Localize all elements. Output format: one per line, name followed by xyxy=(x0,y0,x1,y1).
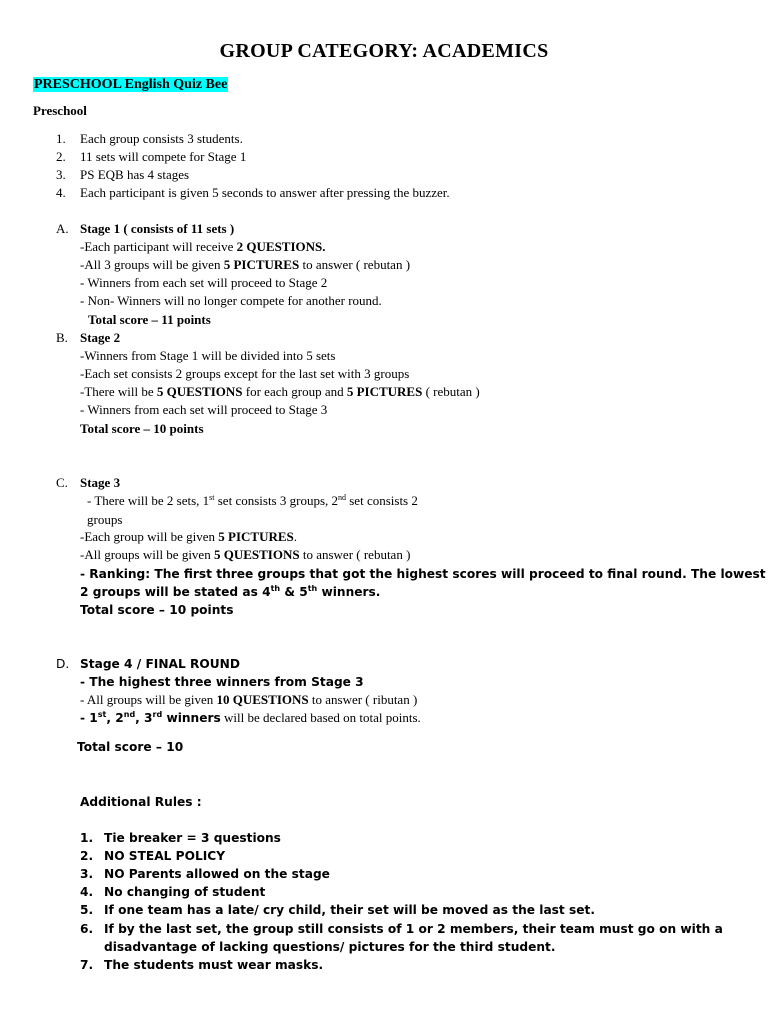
text: to answer ( rebutan ) xyxy=(299,257,411,272)
stage-line xyxy=(80,529,297,545)
text: winners xyxy=(162,711,221,725)
ranking-line: - Ranking: The first three groups that got the highest scores will proceed to final round. The lowest xyxy=(80,567,766,581)
total-score: Total score – 10 xyxy=(77,740,184,754)
section-letter: D. xyxy=(56,657,70,671)
rule-number: 3. xyxy=(80,867,94,881)
stage-heading: Stage 4 / FINAL ROUND xyxy=(80,657,240,671)
rule-text: No changing of student xyxy=(104,885,266,899)
rule-text: NO Parents allowed on the stage xyxy=(104,867,330,881)
rule-number: 2. xyxy=(56,149,66,164)
stage-line xyxy=(80,239,326,255)
bold-text xyxy=(80,711,221,725)
rule-text: If one team has a late/ cry child, their set will be moved as the last set. xyxy=(104,903,595,917)
rule-number: 1. xyxy=(80,831,94,845)
superscript: rd xyxy=(152,710,163,719)
stage-line: - The highest three winners from Stage 3 xyxy=(80,675,364,689)
text: - 1 xyxy=(80,711,98,725)
stage-line xyxy=(80,384,480,400)
text: will be declared based on total points. xyxy=(220,710,421,725)
rule-number: 3. xyxy=(56,167,66,182)
stage-line: -Each set consists 2 groups except for the last set with 3 groups xyxy=(80,366,410,381)
text: , 3 xyxy=(135,711,153,725)
level-heading: Preschool xyxy=(33,103,87,118)
stage-line-continued: groups xyxy=(87,512,123,527)
text: 2 groups will be stated as 4 xyxy=(80,585,271,599)
stage-line xyxy=(87,493,418,509)
superscript: st xyxy=(97,710,107,719)
rule-text: If by the last set, the group still consists of 1 or 2 members, their team must go on with a xyxy=(104,922,723,936)
stage-line: - Winners from each set will proceed to Stage 2 xyxy=(80,275,328,290)
stage-heading: Stage 1 ( consists of 11 sets ) xyxy=(80,221,235,236)
text: . xyxy=(293,529,298,544)
stage-line xyxy=(80,710,421,726)
text: set consists 3 groups, 2 xyxy=(214,493,338,508)
rule-text: Each group consists 3 students. xyxy=(80,131,243,146)
superscript: st xyxy=(209,493,215,502)
bold-text: 5 PICTURES xyxy=(346,384,423,399)
text: , 2 xyxy=(106,711,124,725)
stage-heading: Stage 2 xyxy=(80,330,121,345)
stage-heading: Stage 3 xyxy=(80,475,121,490)
rule-number: 1. xyxy=(56,131,66,146)
rule-number: 7. xyxy=(80,958,94,972)
document-title: GROUP CATEGORY: ACADEMICS xyxy=(219,40,549,62)
event-highlight: PRESCHOOL English Quiz Bee xyxy=(34,77,228,92)
rule-text: PS EQB has 4 stages xyxy=(80,167,190,182)
rule-text: Each participant is given 5 seconds to answer after pressing the buzzer. xyxy=(80,185,450,200)
text: -Each participant will receive xyxy=(80,239,237,254)
rule-number: 5. xyxy=(80,903,94,917)
bold-text: 5 QUESTIONS xyxy=(213,547,300,562)
superscript: th xyxy=(307,584,318,593)
text: & 5 xyxy=(280,585,308,599)
total-score: Total score – 10 points xyxy=(80,421,204,436)
text: - All groups will be given xyxy=(80,692,217,707)
rule-text-continued: disadvantage of lacking questions/ pictures for the third student. xyxy=(104,940,556,954)
rule-text: 11 sets will compete for Stage 1 xyxy=(80,149,247,164)
text: - There will be 2 sets, 1 xyxy=(87,493,210,508)
text: -Each group will be given xyxy=(80,529,219,544)
stage-line xyxy=(80,692,417,708)
superscript: nd xyxy=(338,493,346,502)
rule-text: NO STEAL POLICY xyxy=(104,849,226,863)
stage-line: - Non- Winners will no longer compete for another round. xyxy=(80,293,382,308)
bold-text: 5 QUESTIONS xyxy=(156,384,243,399)
additional-rules-heading: Additional Rules : xyxy=(80,795,202,809)
bold-text: 5 PICTURES xyxy=(223,257,300,272)
rule-text: The students must wear masks. xyxy=(104,958,324,972)
event-name xyxy=(33,77,228,93)
bold-text: 5 PICTURES xyxy=(218,529,294,544)
rule-number: 4. xyxy=(56,185,66,200)
section-letter: B. xyxy=(56,330,68,345)
superscript: nd xyxy=(123,710,136,719)
stage-line: - Winners from each set will proceed to Stage 3 xyxy=(80,402,328,417)
text: to answer ( rebutan ) xyxy=(299,547,411,562)
bold-text: 2 QUESTIONS. xyxy=(236,239,326,254)
text: ( rebutan ) xyxy=(422,384,480,399)
rule-text: Tie breaker = 3 questions xyxy=(104,831,281,845)
stage-line: -Winners from Stage 1 will be divided into 5 sets xyxy=(80,348,336,363)
stage-line xyxy=(80,547,410,563)
text: -All 3 groups will be given xyxy=(80,257,224,272)
total-score: Total score – 11 points xyxy=(88,312,211,327)
text: set consists 2 xyxy=(346,493,418,508)
rule-number: 6. xyxy=(80,922,94,936)
ranking-line xyxy=(80,584,380,600)
text: -All groups will be given xyxy=(80,547,214,562)
text: for each group and xyxy=(242,384,347,399)
text: to answer ( ributan ) xyxy=(308,692,418,707)
superscript: th xyxy=(270,584,281,593)
section-letter: C. xyxy=(56,475,68,490)
stage-line xyxy=(80,257,410,273)
bold-text: 10 QUESTIONS xyxy=(216,692,309,707)
text: -There will be xyxy=(80,384,157,399)
total-score: Total score – 10 points xyxy=(80,603,234,617)
rule-number: 4. xyxy=(80,885,94,899)
rule-number: 2. xyxy=(80,849,94,863)
section-letter: A. xyxy=(56,221,69,236)
text: winners. xyxy=(317,585,381,599)
